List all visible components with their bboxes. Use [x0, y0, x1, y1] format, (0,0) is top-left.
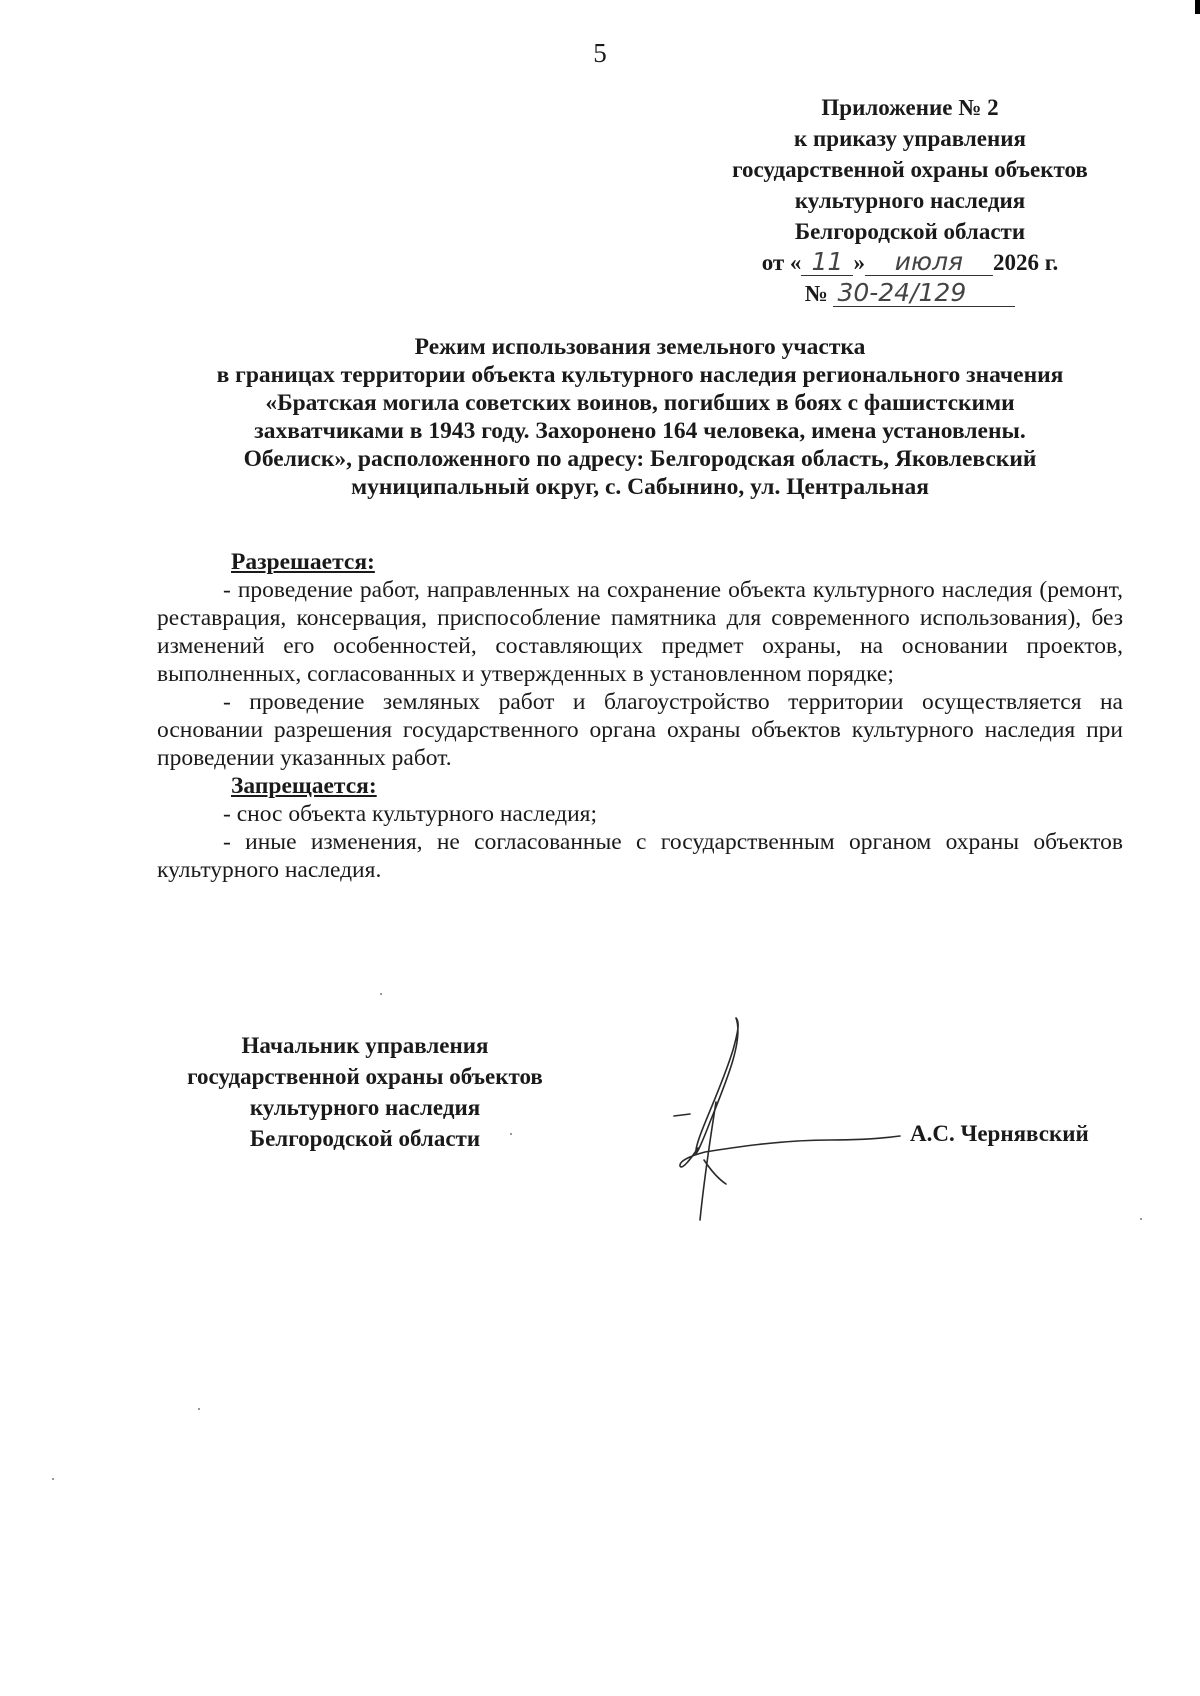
document-body	[157, 548, 1123, 884]
allowed-item: - проведение земляных работ и благоустройство территории осуществляется на основании разрешения государственного органа охраны объектов культурного наследия при проведении указанных работ.	[157, 689, 1123, 771]
scan-corner-mark	[1195, 0, 1200, 14]
title-line: захватчиками в 1943 году. Захоронено 164 человека, имена установлены.	[254, 418, 1026, 444]
handwritten-signature	[660, 1010, 910, 1235]
forbidden-item: - снос объекта культурного наследия;	[223, 801, 597, 827]
date-year: 2026 г.	[992, 250, 1059, 275]
title-line: в границах территории объекта культурного наследия регионального значения	[216, 362, 1064, 388]
signatory-position	[155, 1030, 575, 1154]
page-number: 5	[593, 38, 607, 68]
appendix-title: Приложение № 2	[821, 95, 999, 120]
signatory-line: культурного наследия	[249, 1095, 481, 1120]
signatory-line: государственной охраны объектов	[187, 1064, 543, 1089]
number-prefix: №	[804, 281, 828, 306]
date-prefix: от «	[761, 250, 802, 275]
appendix-line: к приказу управления	[794, 126, 1026, 151]
title-line: Обелиск», расположенного по адресу: Белгородская область, Яковлевский	[243, 446, 1037, 472]
forbidden-item: - иные изменения, не согласованные с государственным органом охраны объектов культурного наследия.	[157, 829, 1123, 883]
order-number-line	[690, 278, 1130, 309]
appendix-line: культурного наследия	[794, 188, 1026, 213]
allowed-item: - проведение работ, направленных на сохранение объекта культурного наследия (ремонт, реставрация, консервация, приспособление памятника для современного использования), без изменений его особенностей, составляющих предмет охраны, на основании проектов, выполненных, согласованных и утвержденных в установленном порядке;	[157, 577, 1123, 687]
scan-speck	[380, 993, 382, 995]
appendix-line: государственной охраны объектов	[732, 157, 1088, 182]
handwritten-month: июля	[865, 249, 993, 276]
forbidden-heading: Запрещается:	[231, 773, 377, 799]
appendix-header	[690, 92, 1130, 309]
scan-speck	[52, 1478, 54, 1480]
handwritten-order-number: 30-24/129	[833, 280, 1015, 307]
title-line: «Братская могила советских воинов, погибших в боях с фашистскими	[265, 390, 1015, 416]
appendix-line: Белгородской области	[794, 219, 1026, 244]
date-mid: »	[853, 250, 865, 275]
handwritten-day: 11	[801, 249, 853, 276]
scan-speck	[510, 1133, 512, 1135]
scan-speck	[1140, 1218, 1142, 1220]
signatory-line: Белгородской области	[249, 1126, 481, 1151]
document-title	[140, 333, 1140, 501]
signatory-line: Начальник управления	[241, 1033, 489, 1058]
scan-speck	[198, 1408, 200, 1410]
title-line: муниципальный округ, с. Сабынино, ул. Центральная	[351, 474, 929, 500]
signatory-name: А.С. Чернявский	[910, 1121, 1089, 1146]
order-date-line	[690, 247, 1130, 278]
allowed-heading: Разрешается:	[231, 549, 375, 575]
title-line: Режим использования земельного участка	[414, 334, 866, 360]
